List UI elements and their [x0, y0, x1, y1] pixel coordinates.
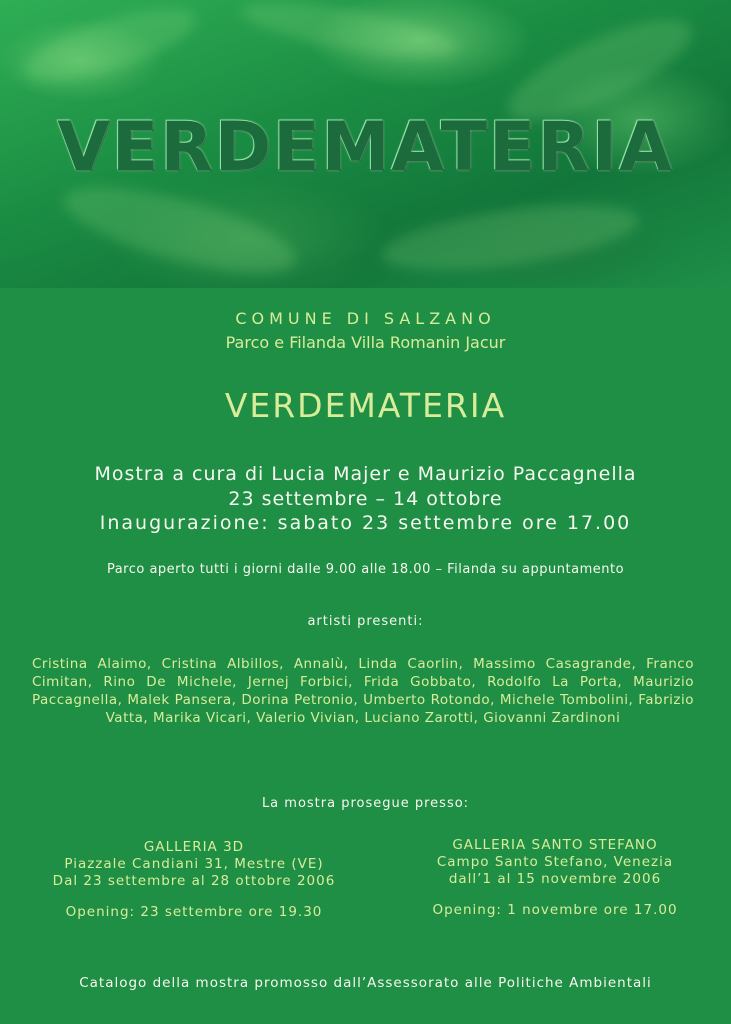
gallery-opening: Opening: 23 settembre ore 19.30 [65, 904, 323, 920]
inauguration-line: Inaugurazione: sabato 23 settembre ore 17.00 [99, 512, 632, 534]
gallery-name: GALLERIA SANTO STEFANO [452, 837, 658, 853]
curator-line: Mostra a cura di Lucia Majer e Maurizio Paccagnella [94, 463, 637, 485]
catalog-footer: Catalogo della mostra promosso dall’Assessorato alle Politiche Ambientali [79, 975, 652, 991]
banner-title: VERDEMATERIA [57, 108, 674, 187]
continues-label: La mostra prosegue presso: [261, 796, 470, 811]
gallery-period: Dal 23 settembre al 28 ottobre 2006 [52, 873, 336, 889]
gallery-address: Piazzale Candiani 31, Mestre (VE) [64, 856, 324, 872]
opening-hours: Parco aperto tutti i giorni dalle 9.00 alle 18.00 – Filanda su appuntamento [106, 562, 625, 577]
dates-line: 23 settembre – 14 ottobre [228, 488, 503, 510]
gallery-opening: Opening: 1 novembre ore 17.00 [432, 902, 678, 918]
gallery-period: dall’1 al 15 novembre 2006 [448, 871, 662, 887]
gallery-address: Campo Santo Stefano, Venezia [436, 854, 674, 870]
artists-list: Cristina Alaimo, Cristina Albillos, Annalù, Linda Caorlin, Massimo Casagrande, Franco Cimitan, Rino De Michele, Jernej Forbici, Frida Gobbato, Rodolfo La Porta, Maurizio Paccagnella, Malek Pansera, Dorina Petronio, Umberto Rotondo, Michele Tombolini, Fabrizio Vatta, Marika Vicari, Valerio Vivian, Luciano Zarotti, Giovanni Zardinoni [32, 656, 694, 726]
venue-subheading: Parco e Filanda Villa Romanin Jacur [225, 333, 506, 352]
gallery-block [24, 839, 364, 921]
artists-label: artisti presenti: [307, 614, 424, 629]
exhibition-title: VERDEMATERIA [224, 386, 507, 425]
fern-banner-image [0, 0, 731, 288]
gallery-block [392, 837, 718, 919]
gallery-name: GALLERIA 3D [143, 839, 245, 855]
comune-heading: COMUNE DI SALZANO [235, 309, 496, 328]
